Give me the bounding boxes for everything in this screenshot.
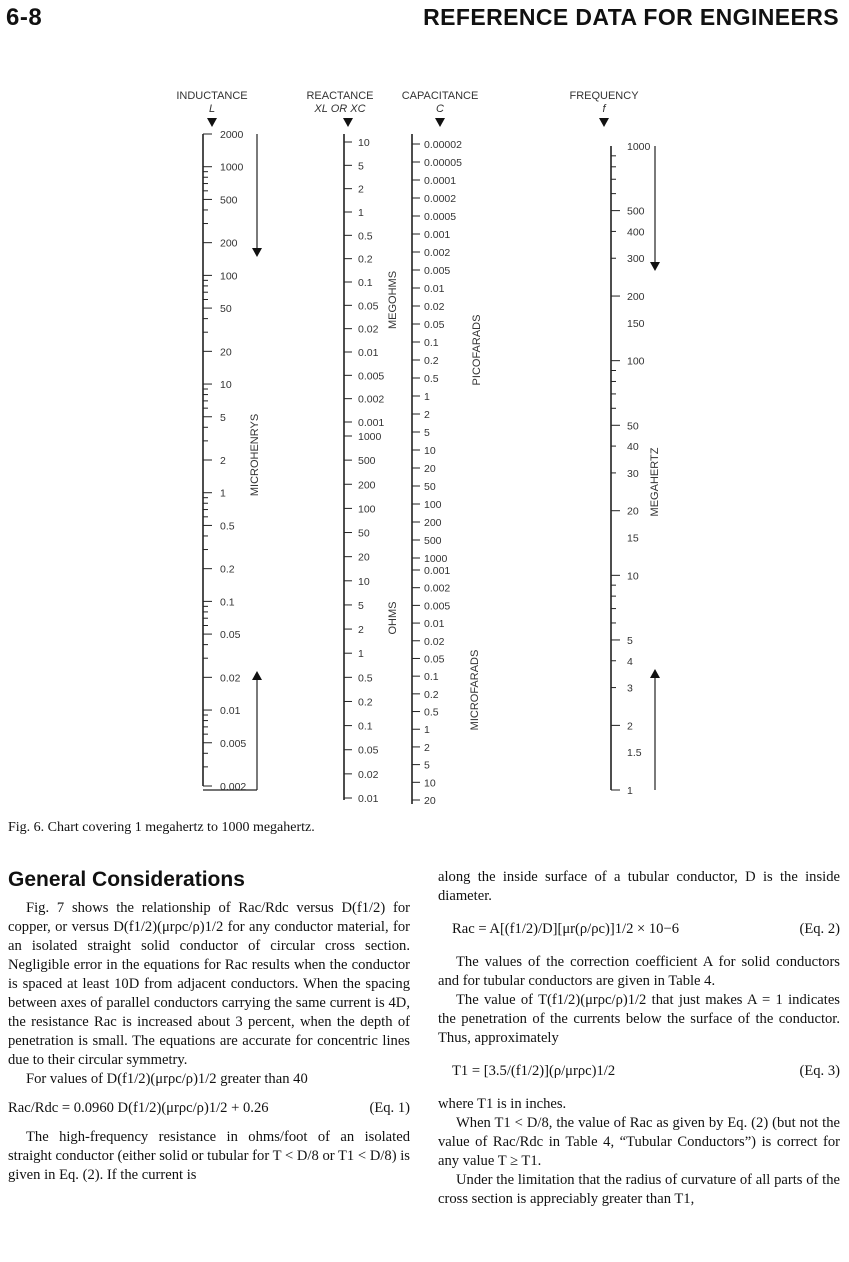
frequency-tick-label: 300 [627, 253, 645, 266]
reactance-tick-label: 0.02 [358, 323, 379, 336]
capacitance-tick-label: 50 [424, 481, 436, 493]
equation-1-body: Rac/Rdc = 0.0960 D(f1/2)(μrρc/ρ)1/2 + 0.26 [8, 1100, 269, 1116]
capacitance-tick-label: 0.2 [424, 355, 439, 367]
reactance-tick-label: 200 [358, 479, 376, 492]
inductance-title: INDUCTANCE [176, 90, 248, 102]
frequency-tick-label: 10 [627, 570, 639, 583]
reactance-upper-unit: MEGOHMS [387, 270, 399, 330]
frequency-symbol: f [602, 103, 606, 115]
equation-3-body: T1 = [3.5/(f1/2)](ρ/μrρc)1/2 [452, 1063, 616, 1079]
capacitance-lower-unit: MICROFARADS [469, 649, 481, 731]
figure-caption: Fig. 6. Chart covering 1 megahertz to 1000 megahertz. [8, 820, 315, 835]
frequency-tick-label: 500 [627, 205, 645, 218]
equation-2-body: Rac = A[(f1/2)/D][μr(ρ/ρc)]1/2 × 10−6 [452, 921, 680, 937]
capacitance-tick-label: 0.005 [424, 600, 451, 613]
inductance-unit-label: MICROHENRYS [249, 413, 261, 497]
capacitance-title: CAPACITANCE [401, 90, 479, 102]
range-arrow [650, 262, 660, 271]
reactance-tick-label: 10 [358, 575, 370, 588]
paragraph: The high-frequency resistance in ohms/foot of an isolated straight conductor (either solid or tubular for T < D/8 or T1 < D/8) is given in Eq. (2). If the current is [8, 1129, 410, 1183]
reactance-tick-label: 0.001 [358, 417, 385, 429]
frequency-tick-label: 15 [627, 532, 639, 545]
equation-1 [8, 1099, 410, 1118]
title-arrow [343, 118, 353, 127]
range-arrow [252, 248, 262, 257]
equation-2 [452, 920, 840, 939]
inductance-tick-label: 0.05 [220, 629, 241, 642]
inductance-tick-label: 2 [220, 455, 226, 467]
right-column [438, 868, 840, 1209]
frequency-tick-label: 100 [627, 355, 645, 368]
paragraph: The value of T(f1/2)(μrρc/ρ)1/2 that just makes A = 1 indicates the penetration of the currents below the surface of the conductor. Thus, approximately [438, 992, 840, 1046]
capacitance-tick-label: 5 [424, 427, 430, 439]
capacitance-tick-label: 10 [424, 445, 436, 457]
reactance-tick-label: 0.05 [358, 300, 379, 313]
capacitance-tick-label: 0.002 [424, 247, 451, 259]
capacitance-tick-label: 1000 [424, 553, 448, 565]
inductance-tick-label: 500 [220, 194, 238, 207]
paragraph: where T1 is in inches. [438, 1096, 567, 1112]
capacitance-tick-label: 2 [424, 409, 430, 421]
capacitance-tick-label: 1 [424, 724, 430, 737]
inductance-tick-label: 0.01 [220, 705, 241, 718]
capacitance-upper-unit: PICOFARADS [471, 314, 483, 386]
capacitance-tick-label: 0.5 [424, 706, 439, 719]
inductance-tick-label: 0.5 [220, 520, 235, 533]
inductance-tick-label: 0.02 [220, 672, 241, 685]
reactance-tick-label: 0.1 [358, 720, 373, 733]
title-arrow [599, 118, 609, 127]
capacitance-tick-label: 20 [424, 795, 436, 807]
frequency-tick-label: 20 [627, 505, 639, 518]
reactance-tick-label: 0.2 [358, 696, 373, 709]
reactance-tick-label: 5 [358, 599, 364, 612]
reactance-tick-label: 1 [358, 648, 364, 661]
inductance-tick-label: 100 [220, 270, 238, 283]
reactance-tick-label: 100 [358, 503, 376, 516]
capacitance-tick-label: 0.001 [424, 229, 451, 241]
capacitance-tick-label: 100 [424, 499, 442, 511]
capacitance-tick-label: 0.2 [424, 688, 439, 701]
reactance-tick-label: 0.005 [358, 370, 385, 383]
capacitance-tick-label: 0.5 [424, 373, 439, 385]
inductance-tick-label: 0.1 [220, 596, 235, 609]
capacitance-tick-label: 0.00002 [424, 139, 462, 151]
range-arrow [252, 671, 262, 680]
frequency-tick-label: 1 [627, 785, 633, 797]
capacitance-tick-label: 0.0002 [424, 193, 457, 205]
capacitance-tick-label: 0.005 [424, 265, 451, 277]
frequency-tick-label: 1.5 [627, 747, 642, 760]
reactance-tick-label: 0.002 [358, 393, 385, 406]
inductance-symbol: L [208, 103, 216, 115]
frequency-tick-label: 400 [627, 226, 645, 239]
reactance-lower-unit: OHMS [387, 601, 399, 635]
paragraph: Fig. 7 shows the relationship of Rac/Rdc versus D(f1/2) for copper, or versus D(f1/2)(μrρc/ρ)1/2 for any conductor material, for an isolated straight solid conductor of circular cross section. Negligible error in the equations for Rac results when the conductor is spaced at least 10D from adjacent conductors. When the spacing between axes of parallel conductors carrying the same current is 4D, the resistance Rac is increased about 3 percent, when the depth of penetration is small. The equations are accurate for concentric lines due to their circular symmetry. [8, 900, 410, 1068]
frequency-tick-label: 200 [627, 291, 645, 304]
capacitance-tick-label: 0.02 [424, 635, 445, 648]
capacitance-tick-label: 0.1 [424, 337, 439, 349]
capacitance-symbol: C [436, 103, 444, 115]
frequency-tick-label: 2 [627, 720, 633, 733]
capacitance-tick-label: 500 [424, 535, 442, 547]
inductance-tick-label: 0.2 [220, 563, 235, 576]
reactance-tick-label: 0.05 [358, 744, 379, 757]
paragraph: along the inside surface of a tubular conductor, D is the inside diameter. [438, 869, 840, 904]
left-column [8, 862, 410, 1185]
paragraph: The values of the correction coefficient A for solid conductors and for tubular conductors are given in Table 4. [438, 954, 840, 989]
inductance-tick-label: 0.005 [220, 737, 247, 750]
capacitance-tick-label: 2 [424, 741, 430, 754]
equation-3 [452, 1062, 840, 1081]
reactance-tick-label: 500 [358, 455, 376, 468]
paragraph: Under the limitation that the radius of curvature of all parts of the cross section is appreciably greater than T1, [438, 1172, 840, 1207]
reactance-tick-label: 1000 [358, 431, 382, 443]
inductance-tick-label: 1 [220, 487, 226, 500]
capacitance-tick-label: 0.02 [424, 301, 445, 313]
page-number: 6-8 [6, 4, 43, 31]
inductance-tick-label: 10 [220, 379, 232, 392]
inductance-tick-label: 5 [220, 411, 226, 424]
paragraph: When T1 < D/8, the value of Rac as given by Eq. (2) (but not the value of Rac/Rdc in Table 4, “Tubular Conductors”) is correct for any value T ≥ T1. [438, 1115, 840, 1169]
reactance-tick-label: 5 [358, 160, 364, 173]
reactance-tick-label: 20 [358, 551, 370, 564]
capacitance-tick-label: 20 [424, 463, 436, 475]
inductance-tick-label: 50 [220, 303, 232, 316]
title-arrow [207, 118, 217, 127]
capacitance-tick-label: 0.01 [424, 283, 445, 295]
reactance-tick-label: 0.02 [358, 768, 379, 781]
capacitance-tick-label: 0.05 [424, 319, 445, 331]
capacitance-tick-label: 0.0005 [424, 211, 457, 223]
reactance-tick-label: 10 [358, 137, 370, 149]
equation-1-label: (Eq. 1) [369, 1100, 410, 1116]
frequency-unit-label: MEGAHERTZ [649, 447, 661, 517]
reactance-tick-label: 0.5 [358, 672, 373, 685]
reactance-tick-label: 0.2 [358, 253, 373, 266]
capacitance-tick-label: 1 [424, 391, 430, 403]
reactance-tick-label: 0.01 [358, 347, 379, 359]
reactance-title: REACTANCE [306, 90, 374, 102]
capacitance-tick-label: 0.002 [424, 582, 451, 595]
inductance-tick-label: 20 [220, 346, 232, 359]
running-title: REFERENCE DATA FOR ENGINEERS [423, 4, 839, 30]
capacitance-tick-label: 0.001 [424, 565, 451, 577]
inductance-tick-label: 0.002 [220, 781, 247, 793]
capacitance-tick-label: 0.01 [424, 618, 445, 631]
frequency-tick-label: 50 [627, 420, 639, 433]
capacitance-tick-label: 0.0001 [424, 175, 457, 187]
range-arrow [650, 669, 660, 678]
frequency-tick-label: 4 [627, 655, 633, 668]
frequency-title: FREQUENCY [569, 90, 639, 102]
reactance-tick-label: 0.1 [358, 277, 373, 289]
frequency-tick-label: 3 [627, 682, 633, 695]
capacitance-tick-label: 0.00005 [424, 157, 462, 169]
title-arrow [435, 118, 445, 127]
reactance-tick-label: 1 [358, 207, 364, 219]
reactance-tick-label: 0.01 [358, 793, 379, 805]
inductance-tick-label: 2000 [220, 129, 244, 141]
capacitance-tick-label: 10 [424, 777, 436, 790]
capacitance-tick-label: 5 [424, 759, 430, 772]
capacitance-tick-label: 0.05 [424, 653, 445, 666]
frequency-tick-label: 150 [627, 317, 645, 330]
frequency-tick-label: 30 [627, 467, 639, 480]
frequency-tick-label: 1000 [627, 141, 651, 153]
inductance-tick-label: 200 [220, 237, 238, 250]
capacitance-tick-label: 200 [424, 517, 442, 529]
equation-3-label: (Eq. 3) [799, 1063, 840, 1079]
capacitance-tick-label: 0.1 [424, 671, 439, 684]
reactance-tick-label: 50 [358, 527, 370, 540]
reactance-tick-label: 2 [358, 183, 364, 196]
frequency-tick-label: 40 [627, 441, 639, 454]
inductance-tick-label: 1000 [220, 161, 244, 174]
paragraph: For values of D(f1/2)(μrρc/ρ)1/2 greater than 40 [26, 1071, 308, 1087]
reactance-symbol: XL OR XC [314, 103, 366, 115]
equation-2-label: (Eq. 2) [799, 921, 840, 937]
frequency-tick-label: 5 [627, 634, 633, 647]
reactance-tick-label: 0.5 [358, 230, 373, 243]
reactance-tick-label: 2 [358, 624, 364, 637]
section-title: General Considerations [8, 868, 245, 891]
